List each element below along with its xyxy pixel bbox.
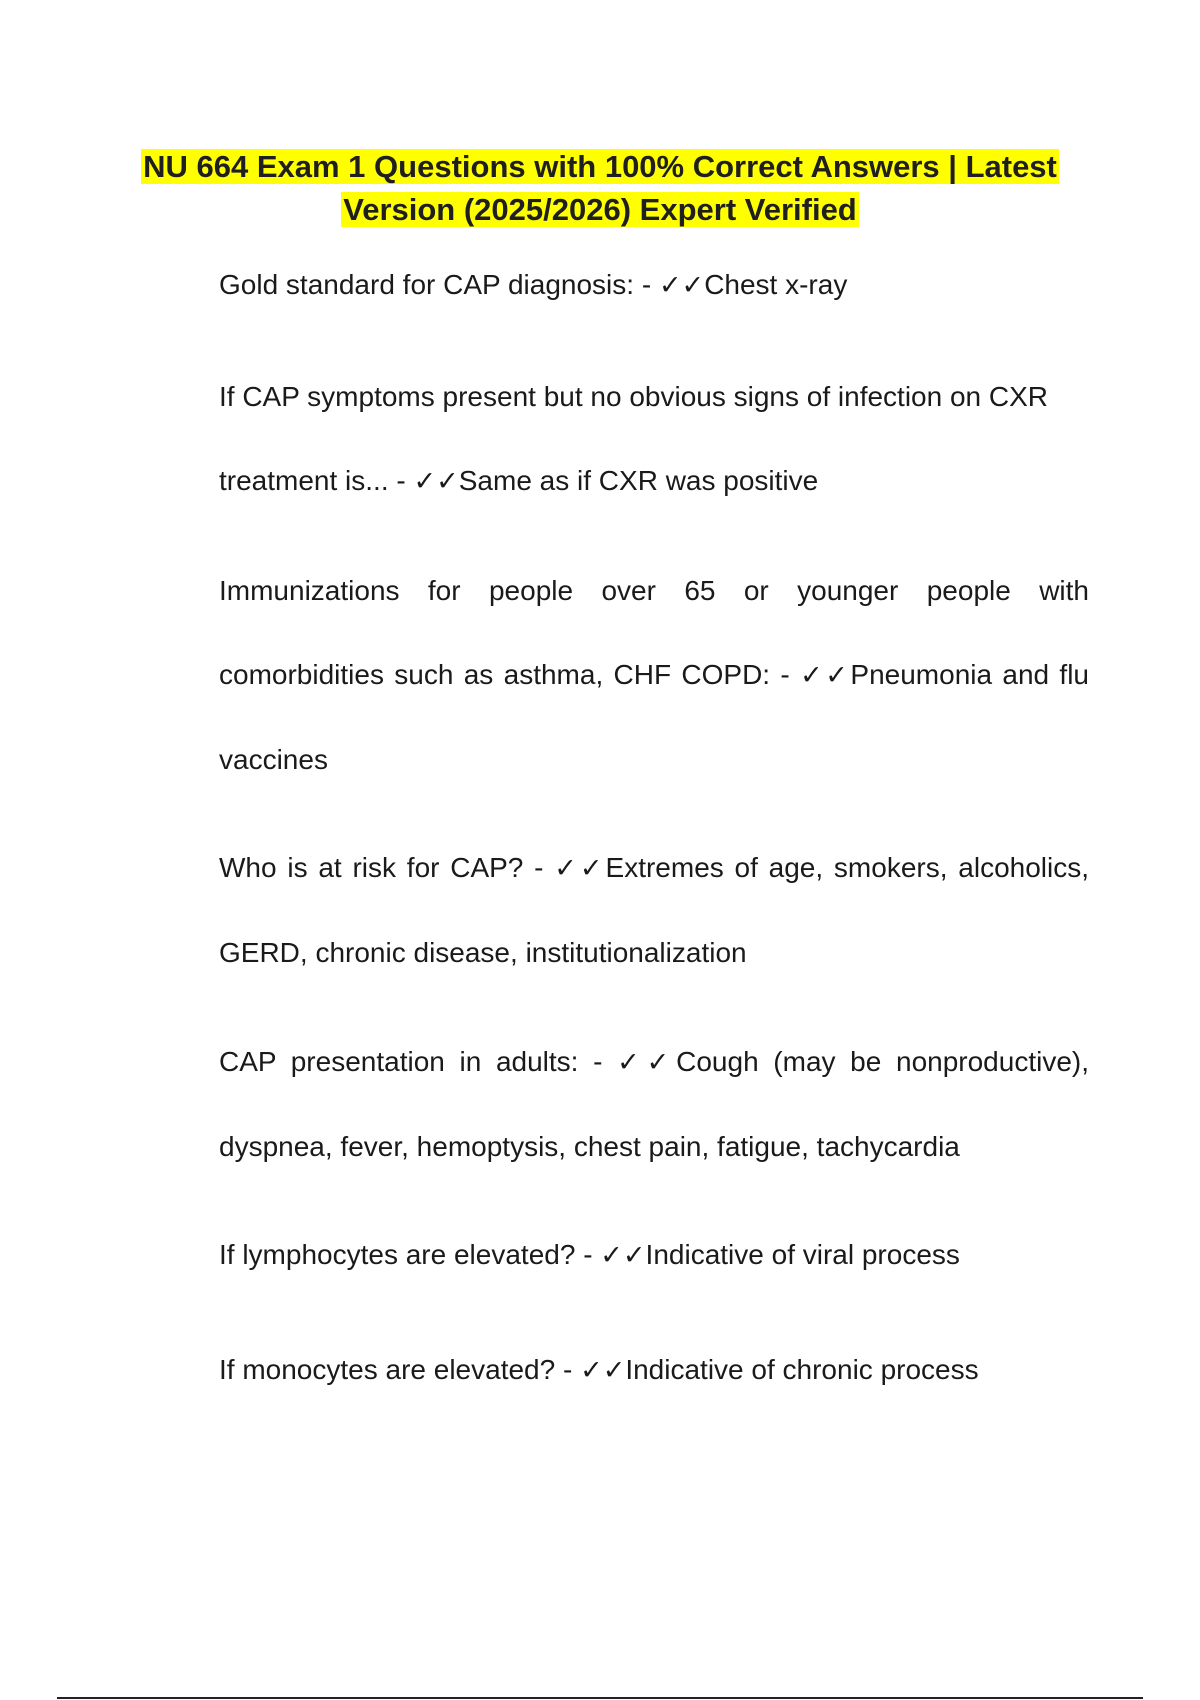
title-line-1: NU 664 Exam 1 Questions with 100% Correct Answers | Latest — [143, 149, 1057, 184]
double-check-icon: ✓✓ — [658, 270, 705, 301]
answer-text: Indicative of chronic process — [625, 1354, 979, 1385]
answer-text: Indicative of viral process — [645, 1239, 960, 1270]
double-check-icon: ✓✓ — [554, 853, 606, 884]
double-check-icon: ✓✓ — [580, 1355, 626, 1386]
qa-item-1 — [219, 243, 1089, 328]
qa-item-4 — [219, 826, 1089, 995]
question-text: If lymphocytes are elevated? - — [219, 1239, 601, 1270]
double-check-icon: ✓✓ — [617, 1047, 677, 1078]
question-text: Immunizations for people over 65 or younger people with comorbidities such as asthma, CHF COPD: - — [219, 575, 1089, 690]
question-text: Gold standard for CAP diagnosis: - — [219, 269, 659, 300]
question-text: Who is at risk for CAP? - — [219, 852, 555, 883]
document-title — [60, 145, 1140, 231]
footer-divider — [57, 1697, 1143, 1699]
answer-text: Chest x-ray — [704, 269, 848, 300]
qa-item-2 — [219, 355, 1089, 524]
double-check-icon: ✓✓ — [800, 660, 851, 691]
answer-text: Same as if CXR was positive — [458, 465, 819, 496]
question-text: If monocytes are elevated? - — [219, 1354, 581, 1385]
answer-text: Cough (may be nonproductive), dyspnea, fever, hemoptysis, chest pain, fatigue, tachycardia — [219, 1046, 1089, 1162]
qa-item-7 — [219, 1328, 1089, 1413]
answer-text: Pneumonia and flu vaccines — [219, 659, 1089, 775]
double-check-icon: ✓✓ — [600, 1240, 646, 1271]
double-check-icon: ✓✓ — [413, 466, 459, 497]
question-text: If CAP symptoms present but no obvious signs of infection on CXR treatment is... - — [219, 381, 1049, 496]
qa-item-5 — [219, 1020, 1089, 1189]
qa-item-6 — [219, 1213, 1089, 1298]
question-text: CAP presentation in adults: - — [219, 1046, 618, 1077]
qa-item-3 — [219, 549, 1089, 802]
title-line-2: Version (2025/2026) Expert Verified — [343, 192, 857, 227]
answer-text: Extremes of age, smokers, alcoholics, GERD, chronic disease, institutionalization — [219, 852, 1090, 968]
